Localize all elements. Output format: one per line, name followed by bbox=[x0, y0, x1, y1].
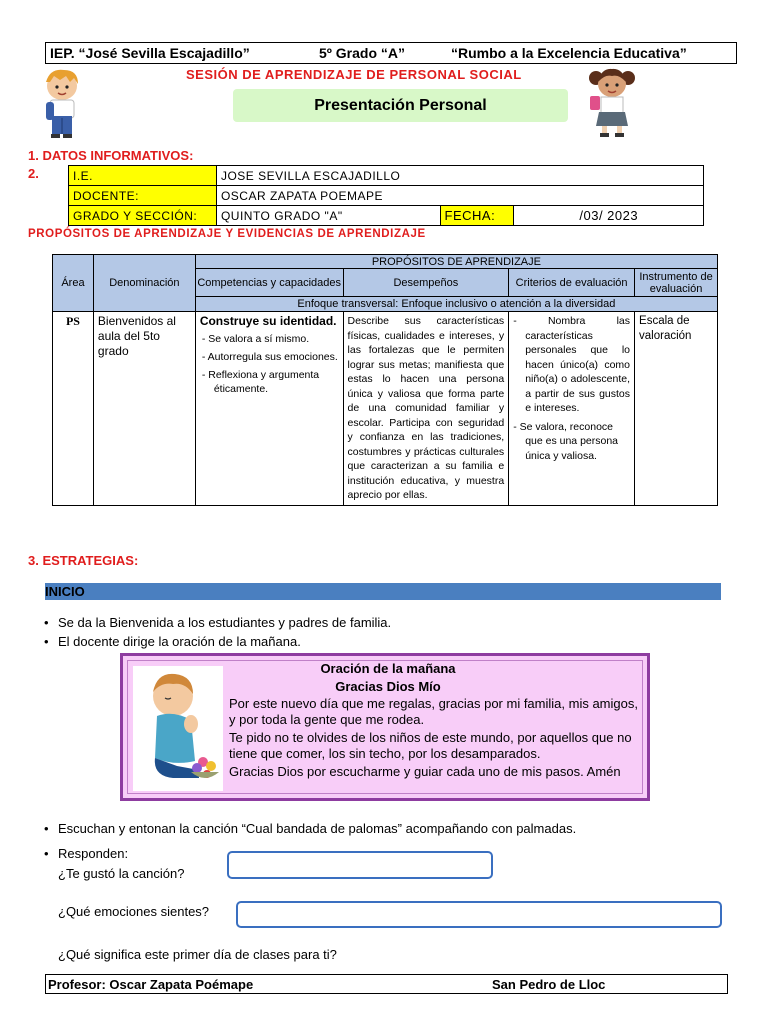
prayer-paragraph: Te pido no te olvides de los niños de este mundo, por aquellos que no tiene que comer, los sin techo, por los desamparados. bbox=[229, 730, 632, 761]
datos-label: I.E. bbox=[69, 166, 217, 186]
boy-student-illustration bbox=[30, 66, 94, 140]
bullet-bienvenida: • Se da la Bienvenida a los estudiantes y padres de familia. bbox=[58, 615, 391, 630]
purposes-row bbox=[53, 312, 718, 506]
prayer-title: Oración de la mañana bbox=[320, 661, 456, 676]
desempeno-value: Describe sus características físicas, cualidades e intereses, y las fortalezas que le permiten lograr sus metas; manifiesta que estas lo hacen una persona única y valiosa que forma parte de una comunidad familiar y escolar. Participa con seguridad y confianza en las tradiciones, costumbres y prácticas culturales que caracterizan a su familia e institución educativa, y muestra aprecio por ellas. bbox=[343, 312, 509, 506]
datos-label: DOCENTE: bbox=[69, 186, 217, 206]
girl-student-illustration bbox=[587, 66, 637, 138]
purposes-heading: PROPÓSITOS DE APRENDIZAJE Y EVIDENCIAS DE APRENDIZAJE bbox=[28, 228, 426, 240]
school-motto: “Rumbo a la Excelencia Educativa” bbox=[451, 45, 687, 61]
bullet-oracion: • El docente dirige la oración de la mañana. bbox=[58, 634, 301, 649]
prayer-paragraph: Por este nuevo día que me regalas, gracias por mi familia, mis amigos, y por toda la gente que me rodea. bbox=[229, 696, 638, 727]
answer-box-emociones[interactable] bbox=[236, 901, 722, 928]
school-name: IEP. “José Sevilla Escajadillo” bbox=[50, 45, 250, 61]
denominacion-value: Bienvenidos al aula del 5to grado bbox=[93, 312, 195, 506]
header-criterios: Criterios de evaluación bbox=[509, 269, 635, 297]
datos-row-docente bbox=[69, 186, 704, 206]
competencia-title: Construye su identidad. bbox=[199, 314, 337, 328]
question-significado: ¿Qué significa este primer día de clases para ti? bbox=[58, 947, 337, 962]
prayer-box bbox=[120, 653, 650, 801]
datos-value: OSCAR ZAPATA POEMAPE bbox=[216, 186, 703, 206]
header-bar bbox=[45, 42, 737, 64]
header-denominacion: Denominación bbox=[93, 255, 195, 312]
criterio-item: - Se valora, reconoce que es una persona única y valiosa. bbox=[513, 420, 630, 464]
header-desempenos: Desempeños bbox=[343, 269, 509, 297]
footer-bar bbox=[45, 974, 728, 994]
criterio-item: - Nombra las características personales que lo hacen único(a) como niño(a) o adolescente, a partir de sus gustos e intereses. bbox=[513, 314, 630, 416]
datos-row-grado bbox=[69, 206, 704, 226]
subject-title: Presentación Personal bbox=[314, 97, 487, 114]
question-emociones: ¿Qué emociones sientes? bbox=[58, 904, 210, 919]
purposes-table bbox=[52, 254, 718, 506]
question-cancion: ¿Te gustó la canción? bbox=[58, 866, 185, 881]
session-title: SESIÓN DE APRENDIZAJE DE PERSONAL SOCIAL bbox=[186, 67, 522, 82]
capacidad-item: - Reflexiona y argumenta éticamente. bbox=[202, 368, 339, 396]
fecha-value: /03/ 2023 bbox=[514, 206, 704, 226]
header-enfoque: Enfoque transversal: Enfoque inclusivo o atención a la diversidad bbox=[195, 297, 717, 312]
header-instrumento: Instrumento de evaluación bbox=[635, 269, 718, 297]
grade-label: 5º Grado “A” bbox=[319, 45, 406, 61]
header-competencias: Competencias y capacidades bbox=[195, 269, 343, 297]
datos-row-ie bbox=[69, 166, 704, 186]
estrategias-heading: 3. ESTRATEGIAS: bbox=[28, 553, 139, 568]
header-area: Área bbox=[53, 255, 94, 312]
datos-table bbox=[68, 165, 704, 226]
datos-number-2: 2. bbox=[28, 166, 39, 181]
footer-place: San Pedro de Lloc bbox=[492, 977, 606, 992]
datos-heading: 1. DATOS INFORMATIVOS: bbox=[28, 148, 194, 163]
footer-teacher: Profesor: Oscar Zapata Poémape bbox=[48, 977, 254, 992]
header-propositos: PROPÓSITOS DE APRENDIZAJE bbox=[195, 255, 717, 269]
instrumento-value: Escala de valoración bbox=[635, 312, 718, 506]
datos-value: JOSE SEVILLA ESCAJADILLO bbox=[216, 166, 703, 186]
competencias-cell bbox=[195, 312, 343, 506]
bullet-responden: • Responden: bbox=[58, 846, 128, 861]
capacidad-item: - Se valora a sí mismo. bbox=[202, 332, 339, 346]
inicio-bar bbox=[45, 583, 721, 600]
criterios-cell bbox=[509, 312, 635, 506]
datos-value: QUINTO GRADO "A" bbox=[216, 206, 440, 226]
inicio-label: INICIO bbox=[45, 584, 85, 599]
prayer-paragraph: Gracias Dios por escucharme y guiar cada uno de mis pasos. Amén bbox=[229, 764, 621, 779]
answer-box-cancion[interactable] bbox=[227, 851, 493, 879]
fecha-label: FECHA: bbox=[440, 206, 514, 226]
subject-title-box bbox=[233, 89, 568, 122]
prayer-subtitle: Gracias Dios Mío bbox=[335, 679, 441, 694]
area-value: PS bbox=[53, 312, 94, 506]
datos-label: GRADO Y SECCIÓN: bbox=[69, 206, 217, 226]
capacidad-item: - Autorregula sus emociones. bbox=[202, 350, 339, 364]
bullet-cancion: • Escuchan y entonan la canción “Cual bandada de palomas” acompañando con palmadas. bbox=[58, 821, 576, 836]
